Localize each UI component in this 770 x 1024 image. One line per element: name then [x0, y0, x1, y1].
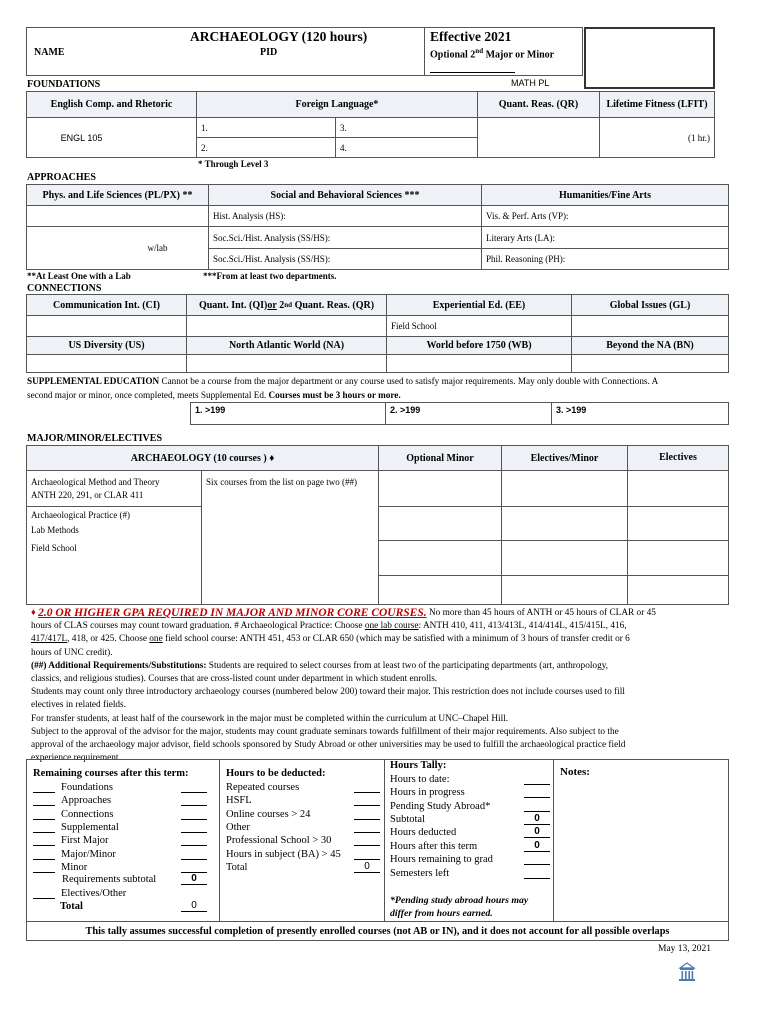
deduct-item	[226, 806, 380, 819]
deduct-item	[226, 779, 380, 792]
remaining-blank[interactable]	[33, 872, 55, 873]
deduct-column	[226, 766, 380, 873]
tally-item	[390, 825, 550, 838]
wb-header: World before 1750 (WB)	[386, 336, 572, 355]
tally-div-3	[553, 759, 554, 922]
through-note: * Through Level 3	[198, 159, 269, 169]
grid-h1	[378, 506, 729, 507]
tally-value[interactable]: 0	[524, 813, 550, 825]
practice-cell[interactable]	[26, 506, 202, 605]
lfit-header: Lifetime Fitness (LFIT)	[599, 91, 715, 118]
remaining-label: Major/Minor	[61, 848, 116, 860]
unc-logo-icon	[678, 962, 696, 982]
remaining-blank[interactable]	[33, 819, 55, 820]
effective-date: Effective 2021	[430, 29, 512, 44]
tally-label: Semesters left	[390, 867, 450, 879]
tally-item	[390, 852, 550, 865]
header-divider	[424, 27, 425, 76]
remaining-count[interactable]	[181, 832, 207, 833]
remaining-item	[33, 833, 215, 846]
remaining-column	[33, 766, 215, 912]
optional-major-label: Optional 2nd Major or Minor	[430, 47, 555, 61]
fl-cell-4[interactable]: 4.	[335, 137, 478, 158]
deduct-label: Other	[226, 821, 250, 833]
name-label: NAME	[34, 47, 65, 58]
qi-cell[interactable]	[186, 315, 387, 337]
grid-v2	[627, 470, 628, 605]
tally-div-1	[219, 759, 220, 922]
approaches-heading: APPROACHES	[27, 172, 96, 183]
connections-heading: CONNECTIONS	[27, 283, 102, 294]
tally-label: Hours deducted	[390, 827, 457, 839]
deduct-label: Total	[226, 862, 248, 874]
gl-cell[interactable]	[571, 315, 729, 337]
ee-header: Experiential Ed. (EE)	[386, 294, 572, 316]
ssh-cell-1[interactable]: Soc.Sci./Hist. Analysis (SS/HS):	[208, 226, 482, 249]
revision-date: May 13, 2021	[658, 944, 712, 954]
deduct-label: HSFL	[226, 795, 252, 807]
deduct-label: Hours in subject (BA) > 45	[226, 848, 341, 860]
electives-other-label: Electives/Other	[61, 887, 127, 899]
method-cell[interactable]	[26, 470, 202, 507]
deduct-label: Online courses > 24	[226, 808, 311, 820]
remaining-count[interactable]	[181, 845, 207, 846]
tally-item	[390, 812, 550, 825]
remaining-label: First Major	[61, 835, 109, 847]
fl-cell-2[interactable]: 2.	[196, 137, 336, 158]
deduct-value[interactable]: 0	[354, 861, 380, 873]
remaining-blank[interactable]	[33, 845, 55, 846]
tally-value[interactable]: 0	[524, 826, 550, 838]
remaining-blank[interactable]	[33, 805, 55, 806]
tally-value[interactable]	[524, 797, 550, 798]
grid-v1	[501, 470, 502, 605]
pid-label: PID	[260, 47, 278, 58]
six-courses-cell[interactable]: Six courses from the list on page two (##)	[201, 470, 379, 605]
deduct-item	[226, 846, 380, 859]
pl-cell-lab[interactable]: w/lab	[26, 226, 209, 270]
ci-header: Communication Int. (CI)	[26, 294, 187, 316]
deduct-value[interactable]	[354, 805, 380, 806]
field-label: Field School	[31, 543, 77, 553]
la-cell[interactable]: Literary Arts (LA):	[481, 226, 729, 249]
deduct-item	[226, 793, 380, 806]
tally-value[interactable]: 0	[524, 840, 550, 852]
practice-label: Archaeological Practice (#)	[31, 510, 130, 520]
hs-cell[interactable]: Hist. Analysis (HS):	[208, 205, 482, 227]
remaining-label: Minor	[61, 862, 88, 874]
gl-header: Global Issues (GL)	[571, 294, 729, 316]
method-line-1: Archaeological Method and Theory	[31, 477, 160, 487]
deduct-item	[226, 860, 380, 873]
deduct-label: Repeated courses	[226, 781, 300, 793]
remaining-label: Approaches	[61, 795, 112, 807]
remaining-count[interactable]	[181, 805, 207, 806]
tally-label: Hours remaining to grad	[390, 854, 493, 866]
ci-cell[interactable]	[26, 315, 187, 337]
bn-header: Beyond the NA (BN)	[571, 336, 729, 355]
major-heading: MAJOR/MINOR/ELECTIVES	[27, 433, 163, 444]
hum-header: Humanities/Fine Arts	[481, 184, 729, 206]
pl-cell-1[interactable]	[26, 205, 209, 227]
lfit-cell[interactable]: (1 hr.)	[599, 117, 715, 158]
na-cell[interactable]	[186, 354, 387, 373]
method-line-2: ANTH 220, 291, or CLAR 411	[31, 490, 144, 500]
tally-item	[390, 865, 550, 878]
remaining-blank[interactable]	[33, 792, 55, 793]
tally-value[interactable]	[524, 811, 550, 812]
requirements-notes: ♦ 2.0 OR HIGHER GPA REQUIRED IN MAJOR AND MINOR CORE COURSES. No more than 45 hours of ANTH or 45 hours of CLAR or 45 hours of CLAS courses may count toward graduation. # Archaeological Practice: Choose one lab course : ANTH 410, 411, 413/413L, 414/414L, 415/415L, 416, 417/417L , 418, or 425. Choose one field school course: ANTH 451, 453 or CLAR 650 (which may be satisfied with a minimum of 3 hours of transfer credit or 6 hours of UNC credit). (##) Additional Requirements/Substitutions: Students are required to select courses from at least two of the participating departments (art, anthropology, classics, and religious studies). Courses that are cross-listed count under department in which student enrolls. Students may count only three introductory archaeology courses (numbered below 200) toward their major. This restriction does not include courses used to fill electives in related fields. For transfer students, at least half of the coursework in the major must be completed within the curriculum at UNC–Chapel Hill. Subject to the approval of the advisor for the major, students may count graduate seminars towards fulfillment of their major requirements. Also subject to the approval of the archaeology major advisor, field schools sponsored by Study Abroad or other universities may be used to fulfill the archaeological practice field experience requirement.	[31, 607, 656, 764]
ee-cell[interactable]: Field School	[386, 315, 572, 337]
bn-cell[interactable]	[571, 354, 729, 373]
tally-value[interactable]	[524, 878, 550, 879]
remaining-item	[33, 793, 215, 806]
qi-header: Quant. Int. (QI) or 2 nd Quant. Reas. (QR)	[186, 294, 387, 316]
req-subtotal-label: Requirements subtotal	[62, 874, 157, 886]
hours-tally-title: Hours Tally:	[390, 760, 447, 772]
quant-header: Quant. Reas. (QR)	[477, 91, 600, 118]
arch-header: ARCHAEOLOGY (10 courses ) ♦	[26, 445, 379, 471]
opt-minor-header: Optional Minor	[378, 445, 502, 471]
supp-cell-1[interactable]: 1. >199	[190, 402, 386, 425]
remaining-blank[interactable]	[33, 832, 55, 833]
english-header: English Comp. and Rhetoric	[26, 91, 197, 118]
total-value[interactable]: 0	[181, 900, 207, 912]
us-header: US Diversity (US)	[26, 336, 187, 355]
wb-cell[interactable]	[386, 354, 572, 373]
grid-h3	[378, 575, 729, 576]
tally-item	[390, 838, 550, 851]
tally-label: Hours after this term	[390, 840, 478, 852]
elec-minor-header: Electives/Minor	[501, 445, 628, 471]
remaining-count[interactable]	[181, 859, 207, 860]
pending-note: *Pending study abroad hours may differ from hours earned.	[390, 894, 529, 919]
quant-cell[interactable]	[477, 117, 600, 158]
deduct-value[interactable]	[354, 845, 380, 846]
deduct-value[interactable]	[354, 832, 380, 833]
disclaimer: This tally assumes successful completion of presently enrolled courses (not AB or IN), and it does not account for all possible overlaps	[26, 921, 729, 941]
tally-value[interactable]	[524, 864, 550, 865]
tally-label: Pending Study Abroad*	[390, 800, 491, 812]
deduct-item	[226, 820, 380, 833]
deduct-value[interactable]	[354, 819, 380, 820]
ss-header: Social and Behavioral Sciences ***	[208, 184, 482, 206]
remaining-blank[interactable]	[33, 859, 55, 860]
lab-note: **At Least One with a Lab	[27, 271, 131, 281]
tally-value[interactable]	[524, 784, 550, 785]
math-pl-label: MATH PL	[511, 78, 550, 88]
deduct-title: Hours to be deducted:	[226, 768, 326, 780]
tally-label: Hours to date:	[390, 773, 450, 785]
remaining-count[interactable]	[181, 819, 207, 820]
remaining-count[interactable]	[181, 792, 207, 793]
engl-course: ENGL 105	[26, 117, 197, 158]
tally-div-2	[384, 759, 385, 922]
pl-header: Phys. and Life Sciences (PL/PX) **	[26, 184, 209, 206]
foundations-heading: FOUNDATIONS	[27, 79, 101, 90]
foreign-header: Foreign Language*	[196, 91, 478, 118]
page-title: ARCHAEOLOGY (120 hours)	[190, 29, 368, 44]
remaining-item	[33, 860, 215, 873]
notes-label: Notes:	[560, 766, 590, 778]
tally-item	[390, 785, 550, 798]
remaining-label: Foundations	[61, 781, 113, 793]
ph-cell[interactable]: Phil. Reasoning (PH):	[481, 248, 729, 270]
corner-box	[584, 27, 715, 89]
us-cell[interactable]	[26, 354, 187, 373]
deduct-value[interactable]	[354, 792, 380, 793]
supp-cell-2[interactable]: 2. >199	[385, 402, 552, 425]
deduct-label: Professional School > 30	[226, 835, 332, 847]
hours-tally-column	[390, 758, 550, 920]
fl-cell-1[interactable]: 1.	[196, 117, 336, 138]
ssh-cell-2[interactable]: Soc.Sci./Hist. Analysis (SS/HS):	[208, 248, 482, 270]
optional-line	[430, 72, 515, 73]
remaining-item	[33, 846, 215, 859]
remaining-label: Connections	[61, 808, 114, 820]
tally-label: Hours in progress	[390, 787, 465, 799]
remaining-item	[33, 820, 215, 833]
deduct-item	[226, 833, 380, 846]
na-header: North Atlantic World (NA)	[186, 336, 387, 355]
remaining-item	[33, 779, 215, 792]
tally-item	[390, 771, 550, 784]
deduct-value[interactable]	[354, 859, 380, 860]
total-label: Total	[60, 900, 83, 912]
tally-item	[390, 798, 550, 811]
remaining-label: Supplemental	[61, 821, 119, 833]
lab-label: Lab Methods	[31, 525, 79, 535]
req-subtotal-value[interactable]: 0	[181, 873, 207, 885]
electives-header: Electives	[627, 445, 729, 471]
minor-grid[interactable]	[378, 470, 729, 605]
remaining-item	[33, 806, 215, 819]
supp-cell-3[interactable]: 3. >199	[551, 402, 729, 425]
fl-cell-3[interactable]: 3.	[335, 117, 478, 138]
vp-cell[interactable]: Vis. & Perf. Arts (VP):	[481, 205, 729, 227]
grid-h2	[378, 540, 729, 541]
tally-label: Subtotal	[390, 813, 426, 825]
remaining-title: Remaining courses after this term:	[33, 768, 189, 780]
dept-note: ***From at least two departments.	[203, 271, 337, 281]
supplemental-text: SUPPLEMENTAL EDUCATION Cannot be a course from the major department or any course used to satisfy major requirements. May only double with Connections. A second major or minor, once completed, meets Supplemental Ed. Courses must be 3 hours or more.	[27, 376, 659, 401]
